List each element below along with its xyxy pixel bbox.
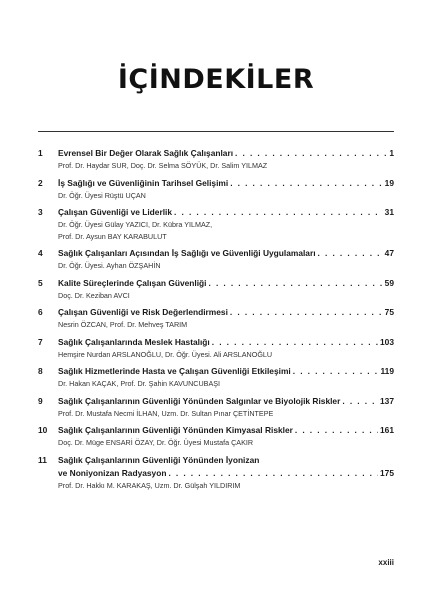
entry-authors: Doç. Dr. Müge ENSARİ ÖZAY, Dr. Öğr. Üyesi Mustafa ÇAKIR: [58, 438, 254, 447]
entry-title: Sağlık Çalışanlarının Güvenliği Yönünden Salgınlar ve Biyolojik Riskler: [58, 395, 341, 406]
toc-list: [38, 147, 394, 496]
entry-authors: Prof. Dr. Mustafa Necmi İLHAN, Uzm. Dr. Sultan Pınar ÇETİNTEPE: [58, 408, 274, 418]
leader-dots: [230, 306, 383, 319]
leader-dots: [342, 395, 378, 408]
entry-page: 47: [384, 248, 394, 258]
entry-authors: Prof. Dr. Hakkı M. KARAKAŞ, Uzm. Dr. Gülşah YILDIRIM: [58, 480, 241, 490]
entry-title: Çalışan Güvenliği ve Liderlik: [58, 207, 173, 217]
toc-entry[interactable]: [38, 177, 394, 202]
entry-title: Sağlık Çalışanlarında Meslek Hastalığı: [58, 336, 210, 347]
entry-authors: Dr. Hakan KAÇAK, Prof. Dr. Şahin KAVUNCUBAŞI: [58, 379, 221, 388]
leader-dots: [212, 336, 378, 349]
entry-title: Sağlık Çalışanlarının Güvenliği Yönünden İyonizan: [58, 454, 260, 465]
toc-entry[interactable]: [38, 306, 394, 331]
entry-title: Kalite Süreçlerinde Çalışan Güvenliği: [58, 277, 207, 288]
entry-page: 103: [380, 336, 394, 347]
entry-number: 8: [38, 366, 43, 376]
entry-number: 11: [38, 454, 47, 465]
entry-authors: Doç. Dr. Keziban AVCI: [58, 290, 130, 300]
entry-title: İş Sağlığı ve Güvenliğinin Tarihsel Gelişimi: [58, 177, 229, 188]
entry-page: 1: [389, 148, 394, 158]
leader-dots: [168, 467, 378, 480]
entry-title: Sağlık Çalışanları Açısından İş Sağlığı ve Güvenliği Uygulamaları: [58, 248, 316, 258]
entry-title: Evrensel Bir Değer Olarak Sağlık Çalışanları: [58, 148, 234, 158]
entry-page: 119: [380, 366, 394, 376]
entry-page: 75: [384, 307, 394, 317]
leader-dots: [208, 277, 382, 290]
leader-dots: [174, 206, 383, 219]
title-rule: [38, 131, 394, 132]
toc-entry[interactable]: [38, 454, 394, 492]
page-number: xxiii: [378, 558, 394, 567]
entry-title: Sağlık Hizmetlerinde Hasta ve Çalışan Güvenliği Etkileşimi: [58, 366, 291, 376]
toc-entry[interactable]: [38, 424, 394, 449]
toc-entry[interactable]: [38, 336, 394, 361]
toc-entry[interactable]: [38, 277, 394, 302]
entry-number: 1: [38, 148, 43, 158]
entry-authors: Dr. Öğr. Üyesi Rüştü UÇAN: [58, 190, 146, 200]
entry-page: 31: [384, 207, 394, 217]
leader-dots: [230, 177, 382, 190]
entry-authors: Prof. Dr. Haydar SUR, Doç. Dr. Selma SÖYÜK, Dr. Salim YILMAZ: [58, 161, 268, 170]
toc-entry[interactable]: [38, 206, 394, 242]
entry-title-continued: ve Noniyonizan Radyasyon: [58, 467, 167, 478]
entry-authors: Dr. Öğr. Üyesi. Ayhan ÖZŞAHİN: [58, 261, 161, 270]
entry-authors: Prof. Dr. Aysun BAY KARABULUT: [58, 231, 167, 241]
leader-dots: [293, 365, 379, 378]
entry-page: 59: [384, 277, 394, 288]
entry-title: Sağlık Çalışanlarının Güvenliği Yönünden Kimyasal Riskler: [58, 425, 293, 435]
entry-number: 7: [38, 336, 43, 347]
leader-dots: [295, 424, 378, 437]
entry-page: 19: [384, 177, 394, 188]
entry-number: 3: [38, 207, 43, 217]
entry-number: 10: [38, 425, 48, 435]
leader-dots: [318, 247, 383, 260]
toc-entry[interactable]: [38, 365, 394, 390]
entry-number: 2: [38, 177, 43, 188]
entry-authors: Dr. Öğr. Üyesi Gülay YAZICI, Dr. Kübra YILMAZ,: [58, 220, 213, 229]
entry-page: 175: [380, 467, 394, 478]
entry-number: 4: [38, 248, 43, 258]
entry-page: 161: [380, 425, 394, 435]
leader-dots: [235, 147, 387, 160]
entry-page: 137: [380, 395, 394, 406]
entry-number: 5: [38, 277, 43, 288]
toc-entry[interactable]: [38, 395, 394, 420]
entry-authors: Hemşire Nurdan ARSLANOĞLU, Dr. Öğr. Üyesi. Ali ARSLANOĞLU: [58, 349, 273, 359]
toc-entry[interactable]: [38, 147, 394, 172]
entry-number: 9: [38, 395, 43, 406]
toc-entry[interactable]: [38, 247, 394, 272]
page-title: İÇİNDEKİLER: [117, 64, 315, 95]
entry-number: 6: [38, 307, 43, 317]
entry-authors: Nesrin ÖZCAN, Prof. Dr. Mehveş TARIM: [58, 320, 188, 329]
entry-title: Çalışan Güvenliği ve Risk Değerlendirmesi: [58, 307, 228, 317]
